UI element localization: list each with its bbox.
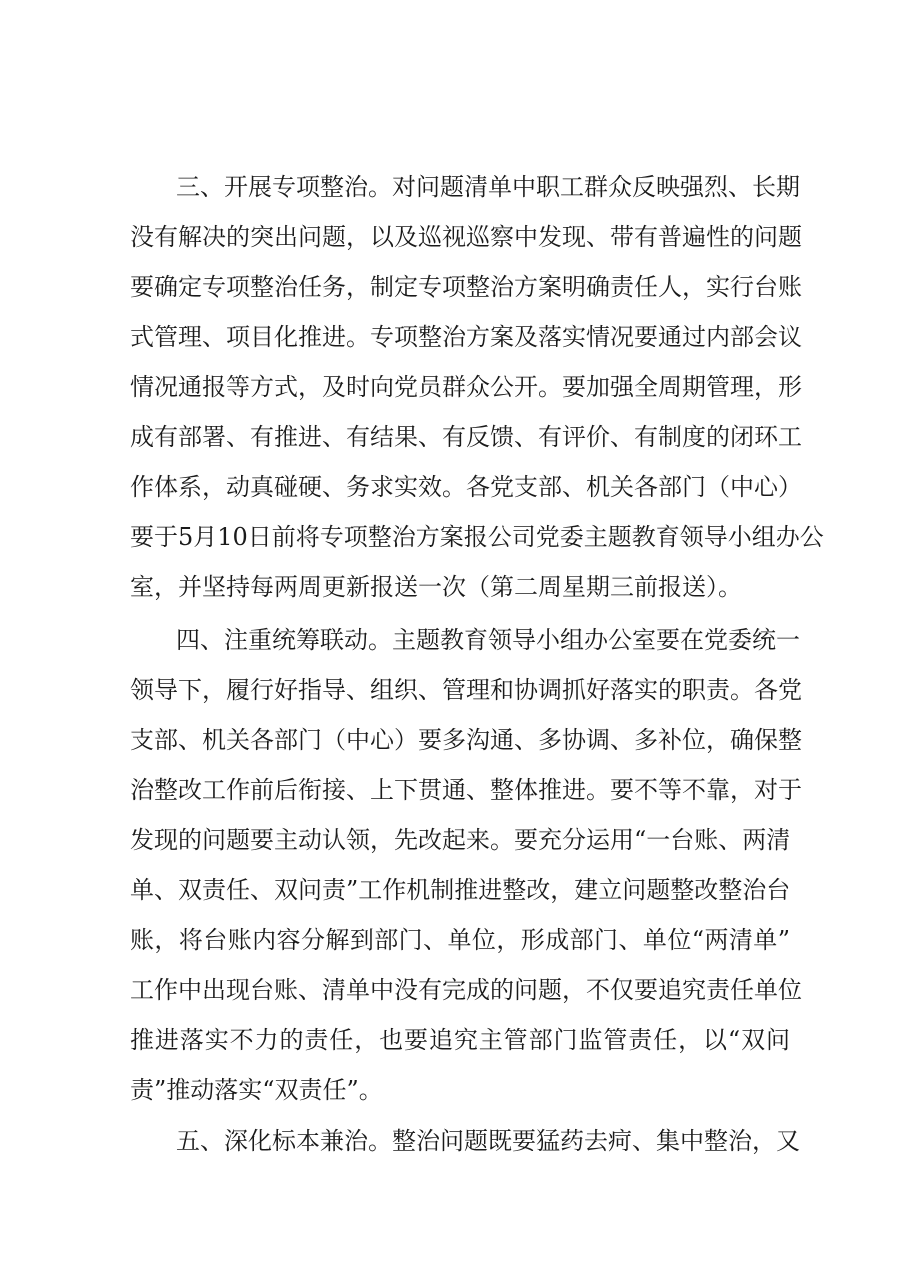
paragraph-1-line-3: 要确定专项整治任务，制定专项整治方案明确责任人，实行台账 — [130, 273, 802, 301]
paragraph-1-line-2: 没有解决的突出问题，以及巡视巡察中发现、带有普遍性的问题 — [130, 223, 802, 251]
paragraph-1-line-4: 式管理、项目化推进。专项整治方案及落实情况要通过内部会议 — [130, 323, 802, 351]
paragraph-2-line-9: 推进落实不力的责任，也要追究主管部门监管责任，以“双问 — [130, 1026, 790, 1054]
paragraph-2-line-5: 发现的问题要主动认领，先改起来。要充分运用“一台账、两清 — [130, 826, 791, 854]
paragraph-2-line-7: 账，将台账内容分解到部门、单位，形成部门、单位“两清单” — [130, 926, 790, 954]
paragraph-3-line-1: 五、深化标本兼治。整治问题既要猛药去疴、集中整治，又 — [176, 1127, 800, 1155]
paragraph-1-line-6: 成有部署、有推进、有结果、有反馈、有评价、有制度的闭环工 — [130, 423, 802, 451]
paragraph-2-line-2: 领导下，履行好指导、组织、管理和协调抓好落实的职责。各党 — [130, 676, 802, 704]
paragraph-1-line-9: 室，并坚持每两周更新报送一次（第二周星期三前报送）。 — [130, 573, 742, 601]
paragraph-1-line-5: 情况通报等方式，及时向党员群众公开。要加强全周期管理，形 — [130, 373, 802, 401]
paragraph-2-line-6: 单、双责任、双问责”工作机制推进整改，建立问题整改整治台 — [130, 876, 791, 904]
paragraph-1-line-7: 作体系，动真碰硬、务求实效。各党支部、机关各部门（中心） — [130, 473, 802, 501]
paragraph-1-line-1: 三、开展专项整治。对问题清单中职工群众反映强烈、长期 — [176, 173, 800, 201]
paragraph-2-line-1: 四、注重统筹联动。主题教育领导小组办公室要在党委统一 — [176, 626, 800, 654]
paragraph-1-line-8: 要于5月10日前将专项整治方案报公司党委主题教育领导小组办公 — [130, 523, 824, 551]
paragraph-2-line-10: 责”推动落实“双责任”。 — [130, 1076, 383, 1104]
paragraph-2-line-3: 支部、机关各部门（中心）要多沟通、多协调、多补位，确保整 — [130, 726, 802, 754]
paragraph-2-line-8: 工作中出现台账、清单中没有完成的问题，不仅要追究责任单位 — [130, 976, 802, 1004]
paragraph-2-line-4: 治整改工作前后衔接、上下贯通、整体推进。要不等不靠，对于 — [130, 776, 802, 804]
